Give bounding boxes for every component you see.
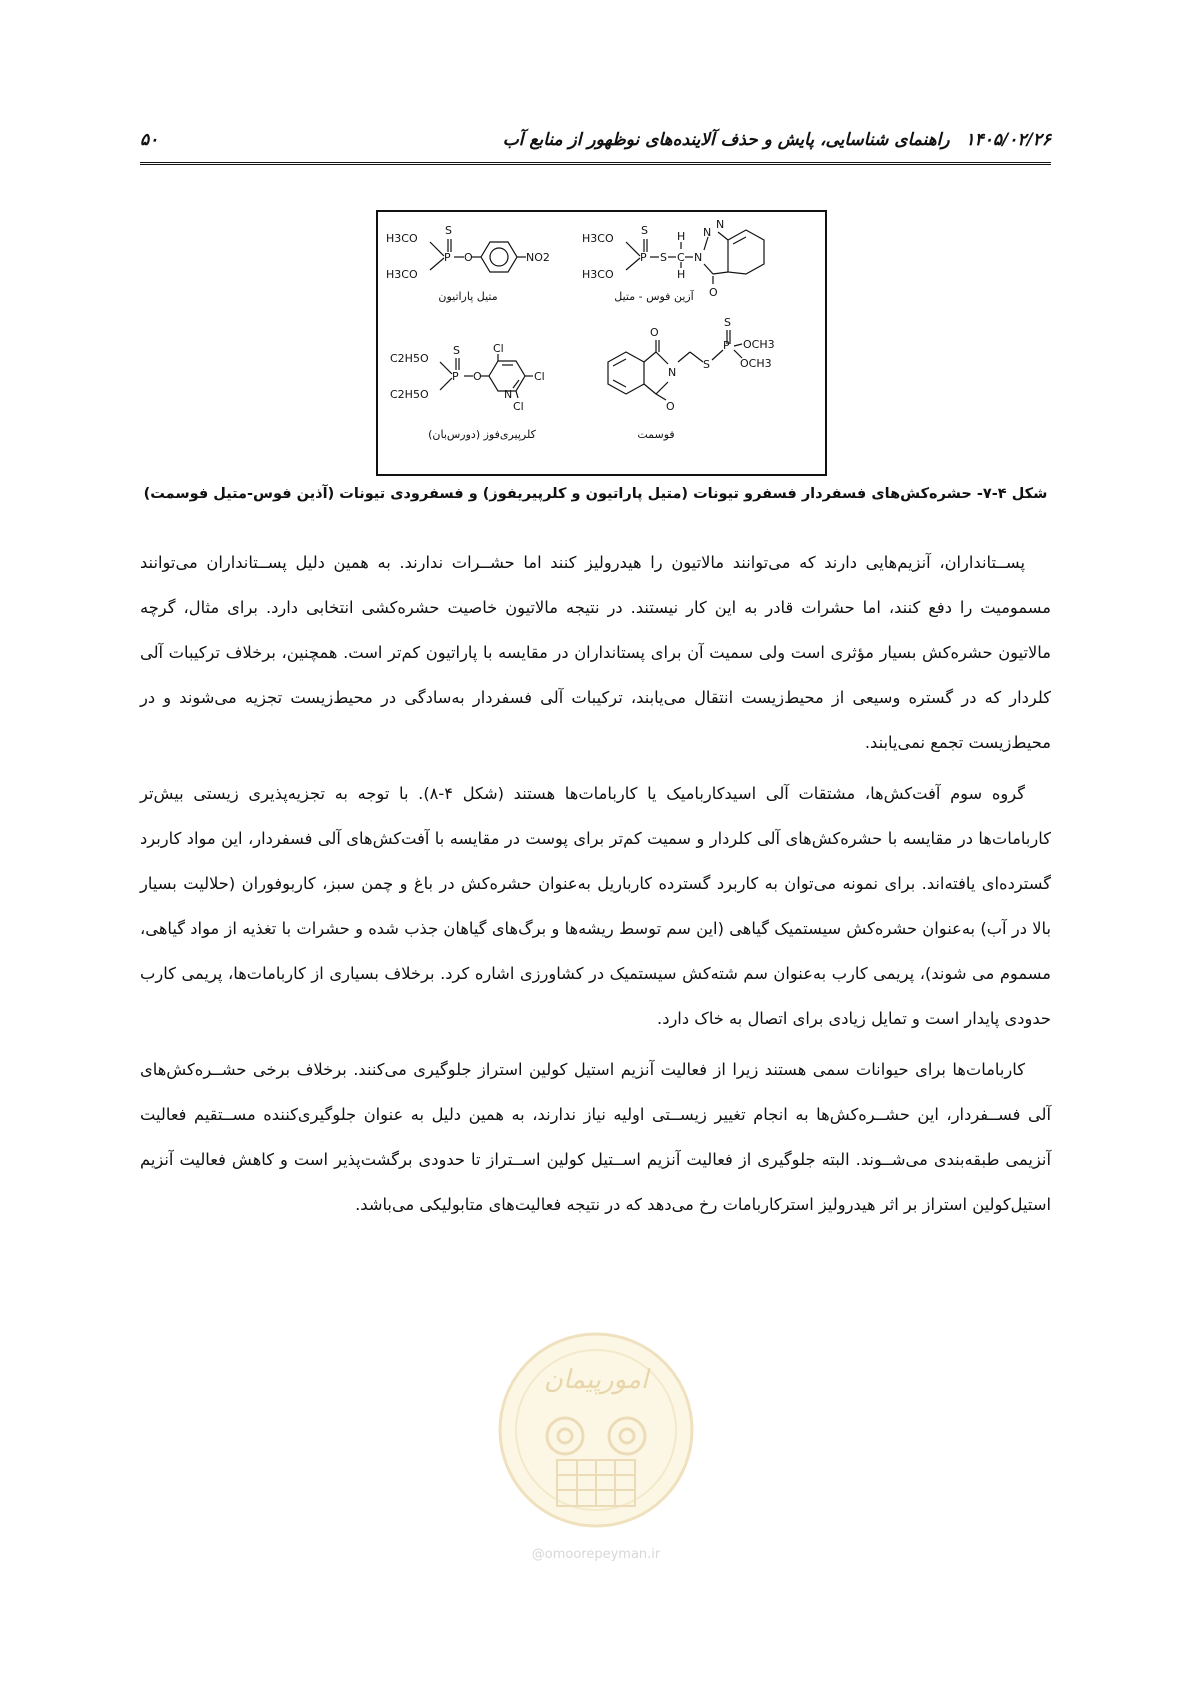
atom-label: S: [724, 316, 731, 329]
figure-caption: شکل ۴-۷- حشره‌کش‌های فسفردار فسفرو تیونات (متیل پاراتیون و کلرپیریفوز) و فسفرودی تیونات (آذین فوس-متیل فوسمت): [143, 486, 1048, 502]
atom-label: C: [677, 251, 685, 264]
methyl-parathion-labels: [386, 224, 550, 281]
paragraph: گروه سوم آفت‌کش‌ها، مشتقات آلی اسیدکاربامیک یا کاربامات‌ها هستند (شکل ۴-۸). با توجه به تجزیه‌پذیری زیستی بیش‌تر کاربامات‌ها در مقایسه با حشره‌کش‌های آلی کلردار و سمیت کم‌تر برای پوست در مقایسه با آفت‌کش‌های آلی فسفردار، این مواد کاربرد گسترده‌ای یافته‌اند. برای نمونه می‌توان به کاربرد گسترده کارباریل به‌عنوان حشره‌کش در باغ و چمن سبز، کاربوفوران (حلالیت بسیار بالا در آب) به‌عنوان حشره‌کش سیستمیک گیاهی (این سم توسط ریشه‌ها و برگ‌های گیاهان جذب شده و حشرات با تغذیه از مواد گیاهی، مسموم می شوند)، پریمی کارب به‌عنوان سم شته‌کش سیستمیک در کشاورزی اشاره کرد. برخلاف بسیاری از کاربامات‌ها، پریمی کارب حدودی پایدار است و تمایل زیادی برای اتصال به خاک دارد.: [140, 784, 1051, 1028]
atom-label: N: [694, 251, 703, 264]
atom-label: OCH3: [743, 338, 775, 351]
compound-name-methyl-parathion: متیل پاراتیون: [438, 290, 498, 303]
chemical-structures-figure: [376, 210, 827, 476]
atom-label: S: [453, 344, 460, 357]
paragraph: پســتانداران، آنزیم‌هایی دارند که می‌توانند مالاتیون را هیدرولیز کنند اما حشــرات ندارند. به همین دلیل پســتانداران می‌توانند مسمومیت را دفع کنند، اما حشرات قادر به این کار نیستند. در نتیجه مالاتیون خاصیت حشره‌کشی انتخابی دارد. برای مثال، گرچه مالاتیون حشره‌کش بسیار مؤثری است ولی سمیت آن برای پستانداران در مقایسه با پاراتیون کم‌تر است. همچنین، برخلاف ترکیبات آلی کلردار که در گستره وسیعی از محیط‌زیست انتقال می‌یابند، ترکیبات آلی فسفردار به‌سادگی در محیط‌زیست تجزیه می‌شوند و در محیط‌زیست تجمع نمی‌یابند.: [140, 553, 1051, 752]
paragraph: کاربامات‌ها برای حیوانات سمی هستند زیرا از فعالیت آنزیم استیل کولین استراز جلوگیری می‌کنند. برخلاف برخی حشــره‌کش‌های آلی فســفردار، این حشــره‌کش‌ها به انجام تغییر زیســتی اولیه نیاز ندارند، به همین دلیل به عنوان جلوگیری‌کننده مســتقیم فعالیت آنزیمی طبقه‌بندی می‌شــوند. البته جلوگیری از فعالیت آنزیم اســتیل کولین اســتراز تا حدودی برگشت‌پذیر است و کاهش فعالیت آنزیم استیل‌کولین استراز بر اثر هیدرولیز استرکاربامات رخ می‌دهد که در نتیجه فعالیت‌های متابولیکی می‌باشد.: [140, 1060, 1051, 1214]
atom-label: S: [445, 224, 452, 237]
atom-label: C2H5O: [390, 388, 429, 401]
atom-label: O: [709, 286, 718, 299]
atom-label: Cl: [534, 370, 545, 383]
atom-label: O: [650, 326, 659, 339]
atom-label: H3CO: [386, 268, 418, 281]
watermark-site: @omoorepeyman.ir: [531, 1547, 661, 1562]
header-rule: [140, 162, 1051, 165]
atom-label: S: [660, 251, 667, 264]
atom-label: S: [703, 358, 710, 371]
atom-label: H3CO: [582, 232, 614, 245]
phosmet-labels: [650, 316, 775, 413]
watermark-logo-text: امورپیمان: [543, 1365, 649, 1395]
page-number: ۵۰: [140, 130, 159, 150]
chlorpyrifos-labels: [390, 342, 545, 413]
azinphos-methyl-labels: [582, 218, 724, 299]
atom-label: P: [452, 370, 459, 383]
header-title-text: راهنمای شناسایی، پایش و حذف آلاینده‌های نوظهور از منابع آب: [502, 130, 950, 150]
atom-label: O: [473, 370, 482, 383]
watermark-logo: [485, 1318, 707, 1568]
atom-label: P: [444, 251, 451, 264]
body-text: [140, 540, 1051, 1233]
atom-label: N: [703, 226, 712, 239]
atom-label: N: [668, 366, 677, 379]
running-title: [503, 130, 1051, 150]
atom-label: H: [677, 268, 686, 281]
atom-label: P: [640, 251, 647, 264]
atom-label: C2H5O: [390, 352, 429, 365]
compound-name-chlorpyrifos: کلرپیری‌فوز (دورس‌بان): [428, 428, 536, 441]
atom-label: H3CO: [386, 232, 418, 245]
compound-name-azinphos-methyl: آزین فوس - متیل: [614, 290, 694, 303]
atom-label: P: [723, 339, 730, 352]
atom-label: H3CO: [582, 268, 614, 281]
atom-label: N: [504, 388, 513, 401]
phosmet-structure: [608, 330, 742, 400]
atom-label: S: [641, 224, 648, 237]
atom-label: O: [464, 251, 473, 264]
atom-label: O: [666, 400, 675, 413]
atom-label: N: [716, 218, 725, 231]
atom-label: Cl: [493, 342, 504, 355]
atom-label: OCH3: [740, 357, 772, 370]
header-date: ۱۴۰۵/۰۲/۲۶: [965, 130, 1051, 150]
atom-label: H: [677, 230, 686, 243]
compound-name-phosmet: فوسمت: [637, 428, 675, 441]
page-header: [140, 122, 1051, 162]
atom-label: NO2: [526, 251, 550, 264]
atom-label: Cl: [513, 400, 524, 413]
